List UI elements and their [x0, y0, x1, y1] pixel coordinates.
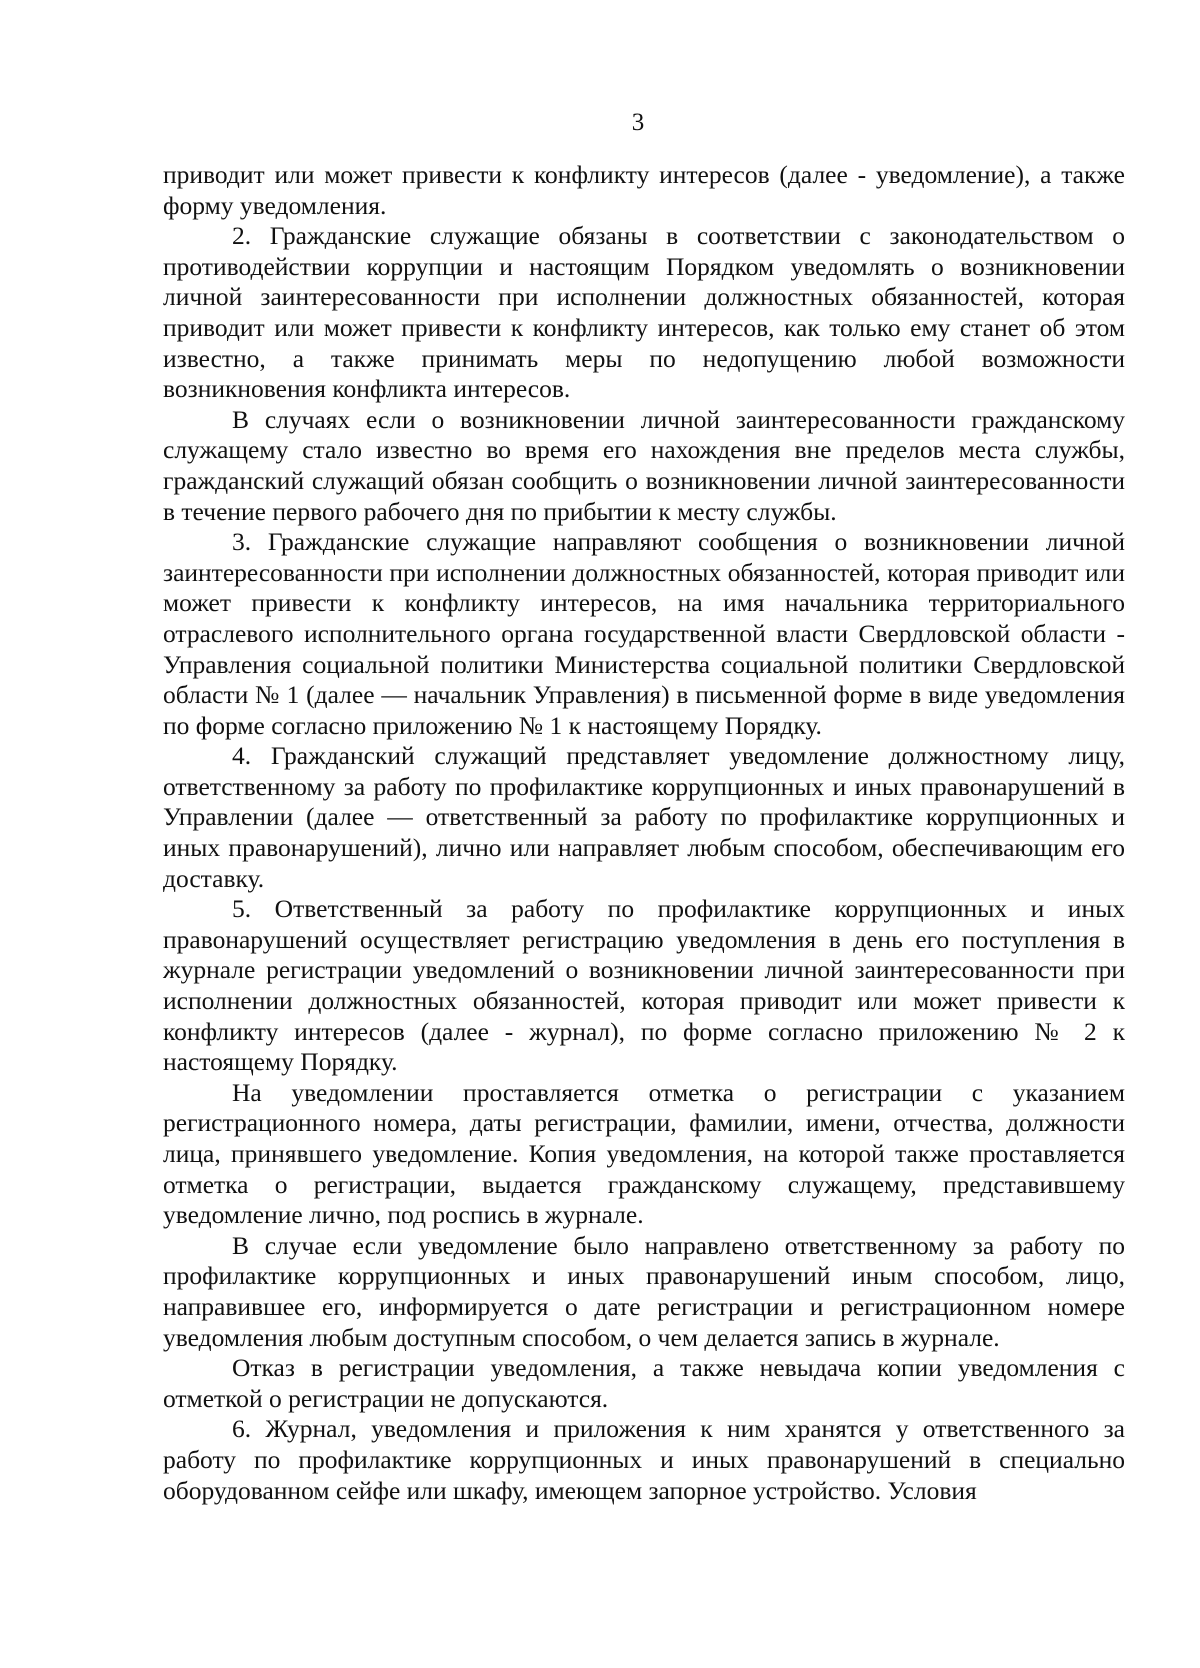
paragraph-continuation: приводит или может привести к конфликту интересов (далее - уведомление), а также форму уведомления. — [163, 160, 1125, 220]
paragraph-item-2-outside-service: В случаях если о возникновении личной заинтересованности гражданскому служащему стало известно во время его нахождения вне пределов места службы, гражданский служащий обязан сообщить о возникновении личной заинтересованности в течение первого рабочего дня по прибытии к месту службы. — [163, 404, 1125, 526]
paragraph-refusal-not-allowed: Отказ в регистрации уведомления, а также невыдача копии уведомления с отметкой о регистрации не допускаются. — [163, 1353, 1125, 1413]
paragraph-item-2: 2. Гражданские служащие обязаны в соответствии с законодательством о противодействии коррупции и настоящим Порядком уведомлять о возникновении личной заинтересованности при исполнении должностных обязанностей, которая приводит или может привести к конфликту интересов, как только ему станет об этом известно, а также принимать меры по недопущению любой возможности возникновения конфликта интересов. — [163, 221, 1125, 404]
paragraph-item-3: 3. Гражданские служащие направляют сообщения о возникновении личной заинтересованности при исполнении должностных обязанностей, которая приводит или может привести к конфликту интересов, на имя начальника территориального отраслевого исполнительного органа государственной власти Свердловской области - Управления социальной политики Министерства социальной политики Свердловской области № 1 (далее — начальник Управления) в письменной форме в виде уведомления по форме согласно приложению № 1 к настоящему Порядку. — [163, 527, 1125, 740]
paragraph-item-4: 4. Гражданский служащий представляет уведомление должностному лицу, ответственному за работу по профилактике коррупционных и иных правонарушений в Управлении (далее — ответственный за работу по профилактике коррупционных и иных правонарушений), лично или направляет любым способом, обеспечивающим его доставку. — [163, 741, 1125, 893]
document-body — [163, 160, 1125, 1506]
paragraph-item-6: 6. Журнал, уведомления и приложения к ним хранятся у ответственного за работу по профилактике коррупционных и иных правонарушений в специально оборудованном сейфе или шкафу, имеющем запорное устройство. Условия — [163, 1414, 1125, 1505]
page-number: 3 — [631, 109, 645, 136]
paragraph-registration-mark: На уведомлении проставляется отметка о регистрации с указанием регистрационного номера, даты регистрации, фамилии, имени, отчества, должности лица, принявшего уведомление. Копия уведомления, на которой также проставляется отметка о регистрации, выдается гражданскому служащему, представившему уведомление лично, под роспись в журнале. — [163, 1077, 1125, 1230]
paragraph-item-5: 5. Ответственный за работу по профилактике коррупционных и иных правонарушений осуществляет регистрацию уведомления в день его поступления в журнале регистрации уведомлений о возникновении личной заинтересованности при исполнении должностных обязанностей, которая приводит или может привести к конфликту интересов (далее - журнал), по форме согласно приложению № 2 к настоящему Порядку. — [163, 894, 1125, 1077]
paragraph-other-delivery: В случае если уведомление было направлено ответственному за работу по профилактике коррупционных и иных правонарушений иным способом, лицо, направившее его, информируется о дате регистрации и регистрационном номере уведомления любым доступным способом, о чем делается запись в журнале. — [163, 1230, 1125, 1352]
